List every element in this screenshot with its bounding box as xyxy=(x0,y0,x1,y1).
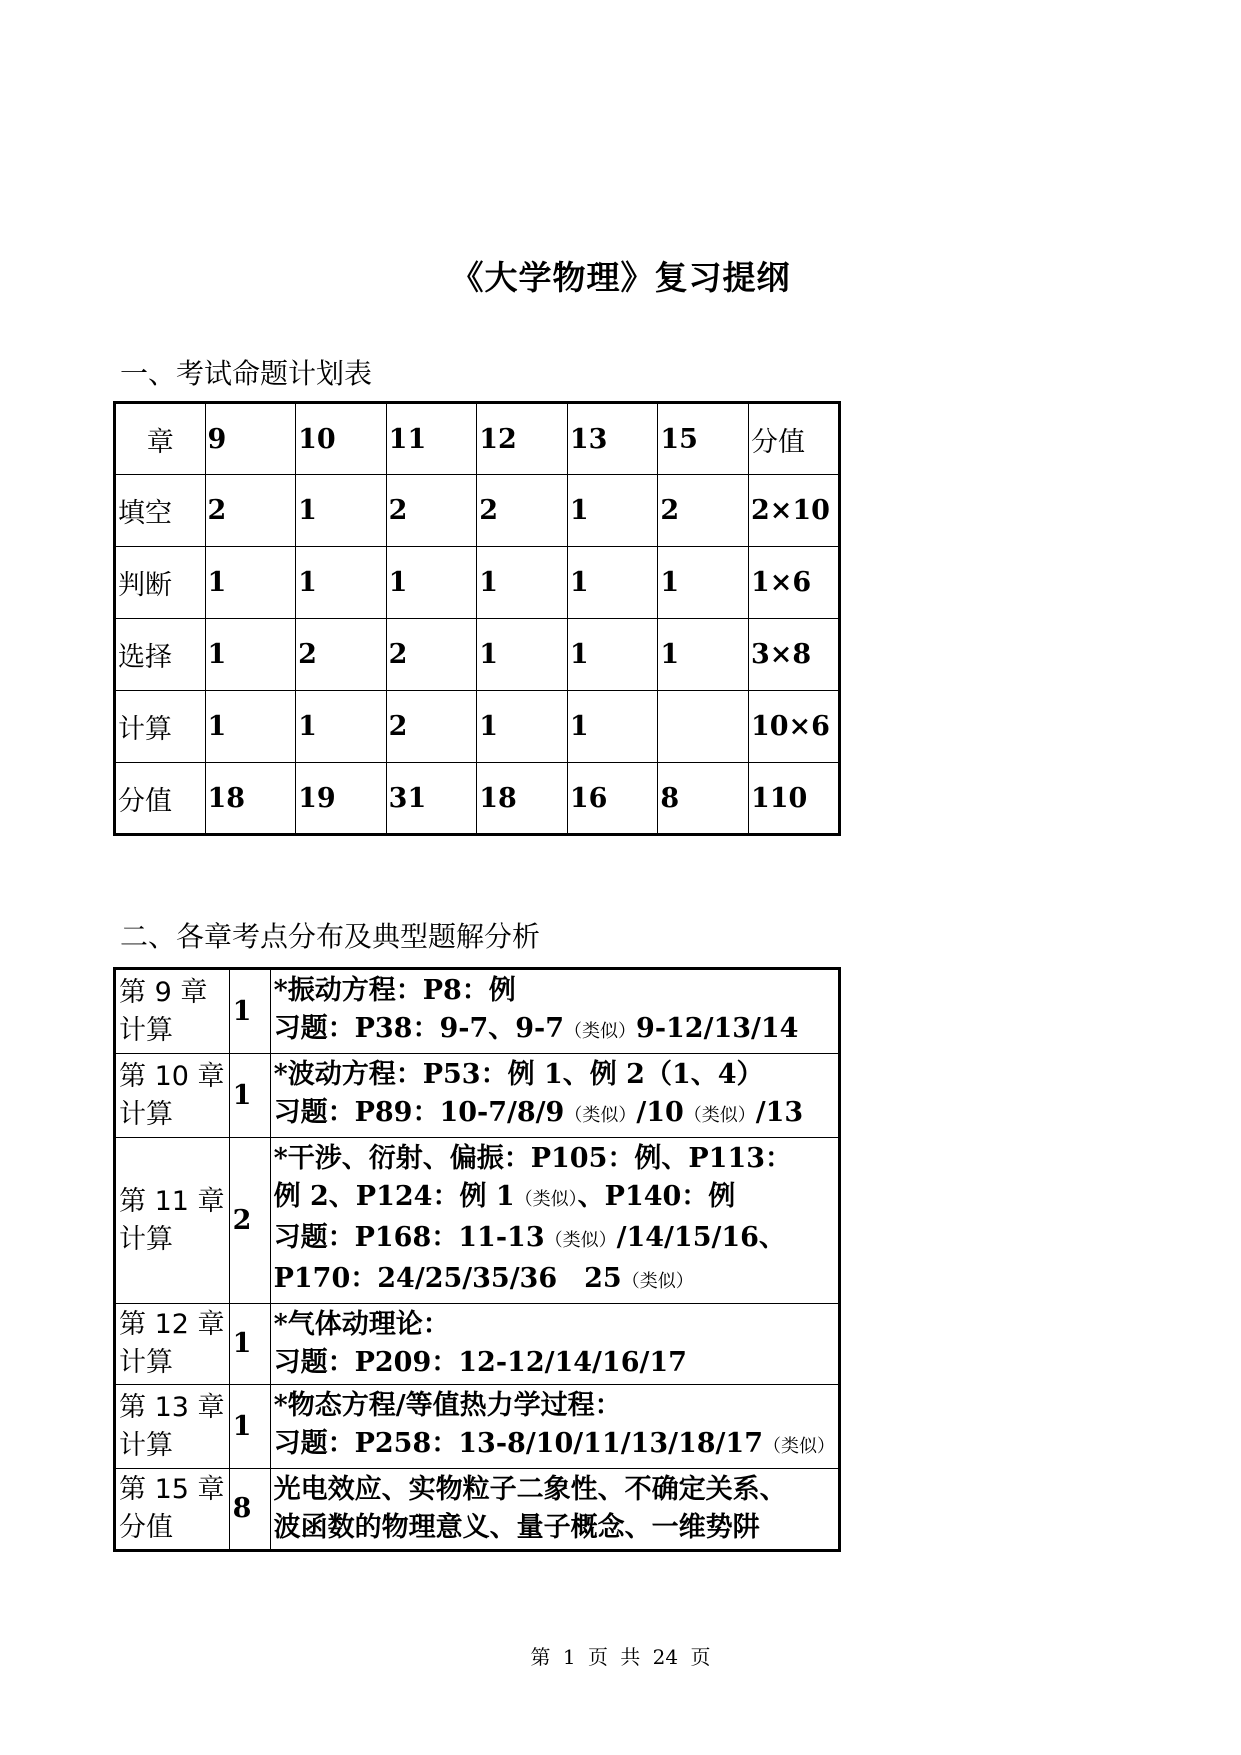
table-cell: 1 xyxy=(477,547,568,619)
table-cell: 1 xyxy=(658,547,749,619)
page-footer: 第 1 页 共 24 页 xyxy=(530,1645,711,1669)
topic-text: *气体动理论： xyxy=(273,1309,450,1340)
score-header-cell: 分值 xyxy=(748,403,839,475)
table-cell: 1 xyxy=(205,691,296,763)
topic-text: 例 2、P124：例 1 xyxy=(273,1181,515,1212)
table-cell: 1 xyxy=(477,619,568,691)
question-count-cell: 1 xyxy=(229,1304,270,1385)
table-row xyxy=(115,1385,840,1469)
chapter-cell xyxy=(115,1469,230,1551)
table-cell: 2 xyxy=(658,475,749,547)
table-row xyxy=(115,691,840,763)
topic-line xyxy=(274,1425,835,1466)
table-cell: 2×10 xyxy=(748,475,839,547)
chapter-header-cell: 章 xyxy=(115,403,206,475)
chapter-label-line: 计算 xyxy=(119,1098,173,1130)
question-count-cell: 2 xyxy=(229,1138,270,1304)
row-label-cell: 选择 xyxy=(115,619,206,691)
topic-line xyxy=(274,1219,835,1260)
similar-note: （类似） xyxy=(514,1189,578,1210)
chapter-label-line: 第 12 章 xyxy=(119,1309,225,1340)
chapter-label-line: 第 9 章 xyxy=(119,976,208,1008)
chapter-number-cell: 12 xyxy=(477,403,568,475)
table-cell: 1 xyxy=(658,619,749,691)
table-cell: 1 xyxy=(205,619,296,691)
table-row xyxy=(115,619,840,691)
topic-line xyxy=(274,1471,835,1509)
topic-text: 9-12/13/14 xyxy=(636,1013,799,1044)
topic-text: P170：24/25/35/36 25 xyxy=(273,1263,622,1294)
table-cell: 1 xyxy=(477,691,568,763)
table-cell: 19 xyxy=(296,763,387,835)
similar-note: （类似） xyxy=(544,1230,617,1251)
table-cell: 2 xyxy=(477,475,568,547)
topic-line xyxy=(274,972,835,1010)
chapter-topics-table xyxy=(113,967,841,1552)
table-cell: 1 xyxy=(567,475,658,547)
chapter-cell xyxy=(115,969,230,1054)
table-cell: 2 xyxy=(386,619,477,691)
table-cell: 18 xyxy=(477,763,568,835)
table-cell: 31 xyxy=(386,763,477,835)
table-cell: 2 xyxy=(205,475,296,547)
topic-line xyxy=(274,1094,835,1135)
topic-line xyxy=(274,1344,835,1382)
topic-text: *物态方程/等值热力学过程： xyxy=(273,1390,622,1421)
question-count-cell: 1 xyxy=(229,969,270,1054)
topic-line xyxy=(274,1140,835,1178)
topic-description-cell xyxy=(270,969,839,1054)
table-cell: 1 xyxy=(567,691,658,763)
topic-line xyxy=(274,1178,835,1219)
table-cell: 110 xyxy=(748,763,839,835)
chapter-cell xyxy=(115,1385,230,1469)
topic-text: /14/15/16、 xyxy=(616,1222,786,1253)
chapter-label-line: 分值 xyxy=(119,1512,173,1543)
similar-note: （类似） xyxy=(564,1021,637,1042)
topic-text: /10 xyxy=(636,1097,684,1128)
topic-description-cell xyxy=(270,1138,839,1304)
table-cell: 1 xyxy=(567,619,658,691)
chapter-label-line: 第 15 章 xyxy=(119,1474,225,1505)
topic-line xyxy=(274,1260,835,1301)
table-cell: 2 xyxy=(386,691,477,763)
topic-text: *波动方程：P53：例 1、例 2（1、4） xyxy=(273,1059,764,1090)
section-heading-topics: 二、各章考点分布及典型题解分析 xyxy=(120,920,541,953)
section-heading-plan: 一、考试命题计划表 xyxy=(120,357,373,390)
table-cell: 1 xyxy=(567,547,658,619)
question-count-cell: 1 xyxy=(229,1054,270,1138)
chapter-cell xyxy=(115,1054,230,1138)
table-cell: 18 xyxy=(205,763,296,835)
table-cell: 16 xyxy=(567,763,658,835)
topic-line xyxy=(274,1306,835,1344)
page-title: 《大学物理》复习提纲 xyxy=(450,258,791,297)
table-row xyxy=(115,1304,840,1385)
table-row xyxy=(115,1138,840,1304)
topic-line xyxy=(274,1509,835,1547)
chapter-number-cell: 9 xyxy=(205,403,296,475)
chapter-label-line: 第 11 章 xyxy=(119,1185,225,1217)
table-cell: 1 xyxy=(296,547,387,619)
table-cell: 1 xyxy=(386,547,477,619)
topic-text: 习题：P168：11-13 xyxy=(273,1222,545,1253)
topic-text: /13 xyxy=(755,1097,804,1128)
table-row xyxy=(115,1469,840,1551)
topic-description-cell xyxy=(270,1304,839,1385)
topic-text: *干涉、衍射、偏振：P105：例、P113： xyxy=(273,1143,793,1174)
topic-text: 习题：P258：13-8/10/11/13/18/17 xyxy=(273,1428,763,1459)
table-cell: 8 xyxy=(658,763,749,835)
table-cell: 3×8 xyxy=(748,619,839,691)
chapter-label-line: 计算 xyxy=(119,1014,173,1046)
chapter-label-line: 计算 xyxy=(119,1347,173,1378)
exam-plan-table xyxy=(113,401,841,836)
table-row xyxy=(115,763,840,835)
table-cell: 1 xyxy=(205,547,296,619)
topic-line xyxy=(274,1056,835,1094)
chapter-label-line: 计算 xyxy=(119,1223,173,1255)
chapter-number-cell: 11 xyxy=(386,403,477,475)
chapter-label-line: 第 13 章 xyxy=(119,1391,225,1423)
table-cell: 2 xyxy=(296,619,387,691)
topic-description-cell xyxy=(270,1054,839,1138)
topic-text: 、P140：例 xyxy=(577,1181,736,1212)
table-row xyxy=(115,1054,840,1138)
similar-note: （类似） xyxy=(763,1436,835,1457)
chapter-number-cell: 15 xyxy=(658,403,749,475)
table-row xyxy=(115,475,840,547)
table-cell: 1 xyxy=(296,475,387,547)
topic-description-cell xyxy=(270,1385,839,1469)
row-label-cell: 分值 xyxy=(115,763,206,835)
topic-text: 习题：P209：12-12/14/16/17 xyxy=(273,1347,687,1378)
topic-text: *振动方程：P8：例 xyxy=(273,975,516,1006)
chapter-number-cell: 13 xyxy=(567,403,658,475)
row-label-cell: 判断 xyxy=(115,547,206,619)
table-header-row xyxy=(115,403,840,475)
question-count-cell: 8 xyxy=(229,1469,270,1551)
question-count-cell: 1 xyxy=(229,1385,270,1469)
similar-note: （类似） xyxy=(621,1271,694,1292)
chapter-cell xyxy=(115,1138,230,1304)
row-label-cell: 计算 xyxy=(115,691,206,763)
table-cell xyxy=(658,691,749,763)
table-cell: 1 xyxy=(296,691,387,763)
topic-text: 波函数的物理意义、量子概念、一维势阱 xyxy=(273,1512,760,1543)
chapter-number-cell: 10 xyxy=(296,403,387,475)
topic-text: 习题：P38：9-7、9-7 xyxy=(273,1013,565,1044)
table-cell: 2 xyxy=(386,475,477,547)
table-cell: 10×6 xyxy=(748,691,839,763)
topic-text: 习题：P89：10-7/8/9 xyxy=(273,1097,565,1128)
table-cell: 1×6 xyxy=(748,547,839,619)
topic-description-cell xyxy=(270,1469,839,1551)
topic-line xyxy=(274,1387,835,1425)
chapter-label-line: 第 10 章 xyxy=(119,1060,225,1092)
chapter-label-line: 计算 xyxy=(119,1429,173,1461)
topic-text: 光电效应、实物粒子二象性、不确定关系、 xyxy=(273,1474,787,1505)
topic-line xyxy=(274,1010,835,1051)
similar-note: （类似） xyxy=(683,1105,756,1126)
table-row xyxy=(115,969,840,1054)
chapter-cell xyxy=(115,1304,230,1385)
table-row xyxy=(115,547,840,619)
row-label-cell: 填空 xyxy=(115,475,206,547)
similar-note: （类似） xyxy=(564,1105,637,1126)
